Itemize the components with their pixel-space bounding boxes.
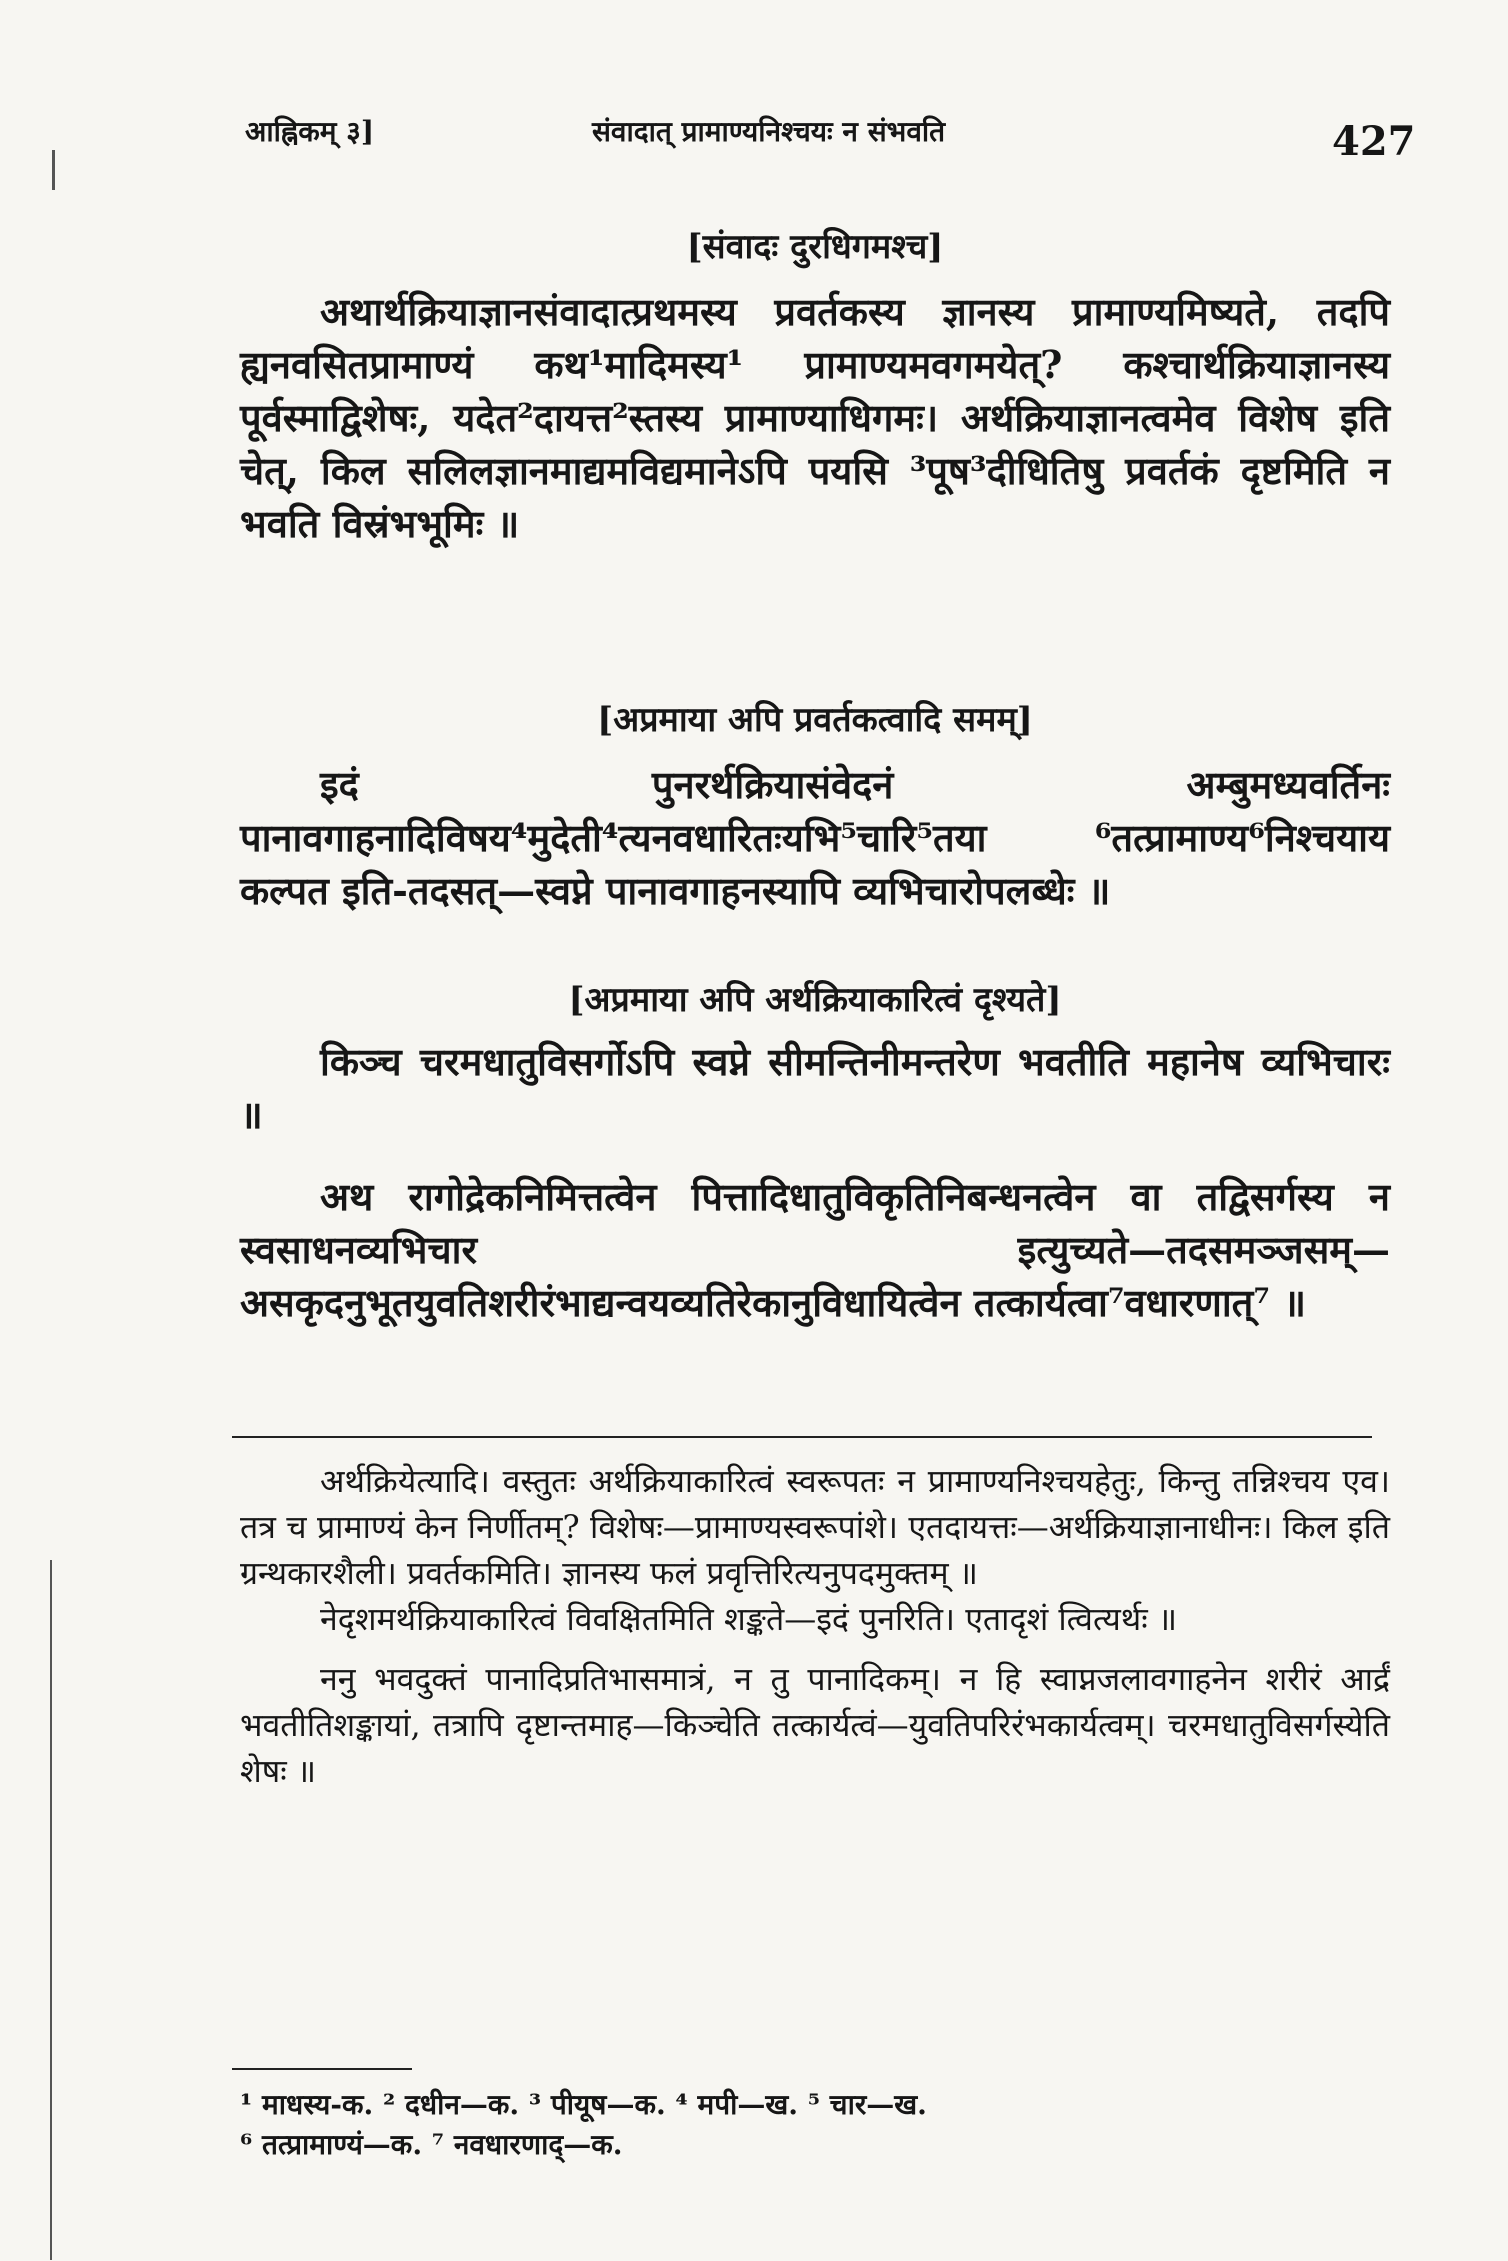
commentary-block bbox=[240, 1458, 1390, 1794]
section-heading-1: [संवादः दुरधिगमश्च] bbox=[686, 227, 944, 267]
main-text: इदं पुनरर्थक्रियासंवेदनं अम्बुमध्यवर्तिनः पानावगाहनादिविषय⁴मुदेती⁴त्यनवधारितःयभि⁵चारि⁵तया ⁶तत्प्रामाण्य⁶निश्चयाय कल्पत इति-तदसत्—स्वप्ने पानावगाहनस्यापि व्यभिचारोपलब्धेः ॥ bbox=[240, 762, 1390, 913]
footnotes bbox=[240, 2085, 1390, 2165]
footnote-line: ⁶ तत्प्रामाण्यं—क. ⁷ नवधारणाद्—क. bbox=[240, 2128, 623, 2161]
main-text: किञ्च चरमधातुविसर्गोऽपि स्वप्ने सीमन्तिनीमन्तरेण भवतीति महानेष व्यभिचारः ॥ bbox=[240, 1039, 1390, 1137]
commentary-divider bbox=[232, 1436, 1372, 1438]
margin-edge-line bbox=[50, 1560, 52, 2260]
page-number: 427 bbox=[1332, 118, 1416, 165]
footnote-divider bbox=[232, 2068, 412, 2070]
main-paragraph-3 bbox=[240, 1035, 1390, 1141]
margin-mark bbox=[52, 150, 55, 190]
section-heading-3: [अप्रमाया अपि अर्थक्रियाकारित्वं दृश्यते] bbox=[568, 980, 1062, 1020]
running-header-title: संवादात् प्रामाण्यनिश्चयः न संभवति bbox=[592, 115, 946, 148]
commentary-paragraph: नेदृशमर्थक्रियाकारित्वं विवक्षितमिति शङ्कते—इदं पुनरिति। एतादृशं त्वित्यर्थः ॥ bbox=[320, 1600, 1178, 1638]
main-text: अथार्थक्रियाज्ञानसंवादात्प्रथमस्य प्रवर्तकस्य ज्ञानस्य प्रामाण्यमिष्यते, तदपि ह्यनवसितप्रामाण्यं कथ¹मादिमस्य¹ प्रामाण्यमवगमयेत्? कश्चार्थक्रियाज्ञानस्य पूर्वस्माद्विशेषः, यदेत²दायत्त²स्तस्य प्रामाण्याधिगमः। अर्थक्रियाज्ञानत्वमेव विशेष इति चेत्, किल सलिलज्ञानमाद्यमविद्यमानेऽपि पयसि ³पूष³दीधितिषु प्रवर्तकं दृष्टमिति न भवति विस्रंभभूमिः ॥ bbox=[240, 289, 1390, 546]
running-header-section: आह्निकम् ३] bbox=[245, 115, 375, 148]
main-paragraph-2 bbox=[240, 758, 1390, 917]
commentary-paragraph: ननु भवदुक्तं पानादिप्रतिभासमात्रं, न तु पानादिकम्। न हि स्वाप्नजलावगाहनेन शरीरं आर्द्रं भवतीतिशङ्कायां, तत्रापि दृष्टान्तमाह—किञ्चेति तत्कार्यत्वं—युवतिपरिरंभकार्यत्वम्। चरमधातुविसर्गस्येति शेषः ॥ bbox=[240, 1660, 1390, 1790]
main-paragraph-4 bbox=[240, 1170, 1390, 1329]
footnote-line: ¹ माधस्य-क. ² दधीन—क. ³ पीयूष—क. ⁴ मपी—ख. ⁵ चार—ख. bbox=[240, 2088, 927, 2121]
main-text: अथ रागोद्रेकनिमित्तत्वेन पित्तादिधातुविकृतिनिबन्धनत्वेन वा तद्विसर्गस्य न स्वसाधनव्यभिचार इत्युच्यते—तदसमञ्जसम्—असकृदनुभूतयुवतिशरीरंभाद्यन्वयव्यतिरेकानुविधायित्वेन तत्कार्यत्वा⁷वधारणात्⁷ ॥ bbox=[240, 1174, 1390, 1325]
section-heading-2: [अप्रमाया अपि प्रवर्तकत्वादि समम्] bbox=[597, 700, 1033, 740]
commentary-paragraph: अर्थक्रियेत्यादि। वस्तुतः अर्थक्रियाकारित्वं स्वरूपतः न प्रामाण्यनिश्चयहेतुः, किन्तु तन्निश्चय एव। तत्र च प्रामाण्यं केन निर्णीतम्? विशेषः—प्रामाण्यस्वरूपांशे। एतदायत्तः—अर्थक्रियाज्ञानाधीनः। किल इति ग्रन्थकारशैली। प्रवर्तकमिति। ज्ञानस्य फलं प्रवृत्तिरित्यनुपदमुक्तम् ॥ bbox=[240, 1462, 1390, 1592]
main-paragraph-1 bbox=[240, 285, 1390, 550]
